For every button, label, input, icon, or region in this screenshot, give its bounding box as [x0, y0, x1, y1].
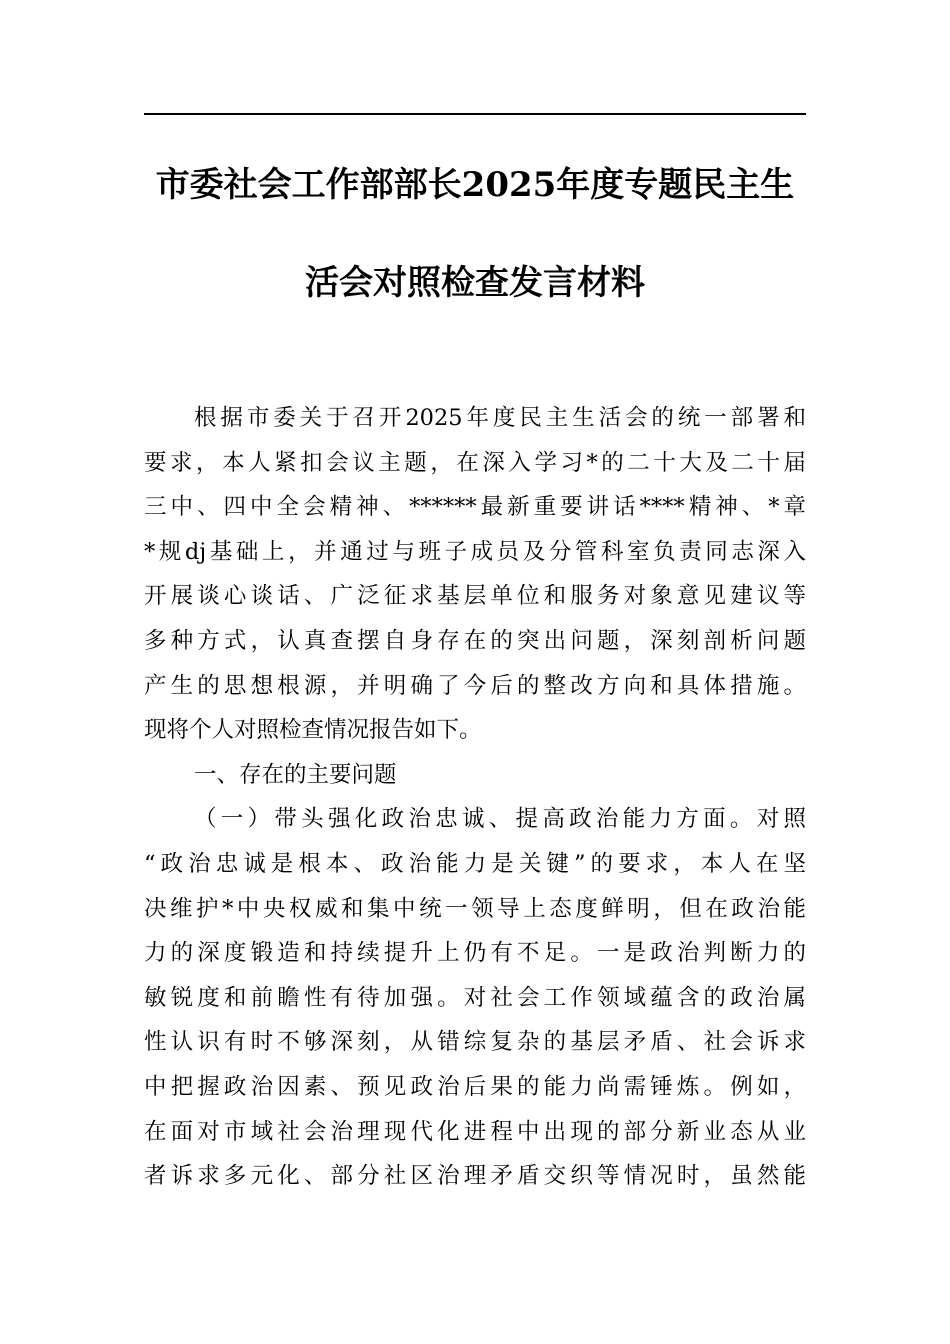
subsection-line: 敏锐度和前瞻性有待加强。对社会工作领域蕴含的政治属 [144, 984, 806, 1011]
subsection-line: 者诉求多元化、部分社区治理矛盾交织等情况时，虽然能 [144, 1163, 806, 1190]
intro-line: *规dj基础上，并通过与班子成员及分管科室负责同志深入 [144, 538, 806, 565]
intro-line: 产生的思想根源，并明确了今后的整改方向和具体措施。 [144, 672, 806, 699]
subsection-line: 决维护*中央权威和集中统一领导上态度鲜明，但在政治能 [144, 895, 806, 922]
intro-line: 现将个人对照检查情况报告如下。 [144, 717, 482, 744]
intro-line: 要求，本人紧扣会议主题，在深入学习*的二十大及二十届 [144, 449, 806, 476]
subsection-line: 力的深度锻造和持续提升上仍有不足。一是政治判断力的 [144, 940, 806, 967]
header-rule [144, 113, 806, 115]
subsection-line: （一）带头强化政治忠诚、提高政治能力方面。对照 [194, 806, 806, 833]
subsection-line: 中把握政治因素、预见政治后果的能力尚需锤炼。例如， [144, 1073, 806, 1100]
subsection-line: 在面对市域社会治理现代化进程中出现的部分新业态从业 [144, 1118, 806, 1145]
intro-line: 根据市委关于召开2025年度民主生活会的统一部署和 [194, 405, 806, 431]
subsection-line: “政治忠诚是根本、政治能力是关键”的要求，本人在坚 [144, 850, 806, 877]
intro-line: 开展谈心谈话、广泛征求基层单位和服务对象意见建议等 [144, 583, 806, 610]
document-body [144, 396, 806, 1199]
title-line: 市委社会工作部部长2025年度专题民主生 [155, 165, 795, 205]
section-heading: 一、存在的主要问题 [194, 761, 397, 788]
title-line: 活会对照检查发言材料 [305, 263, 645, 303]
document-title [144, 165, 806, 361]
intro-line: 多种方式，认真查摆自身存在的突出问题，深刻剖析问题 [144, 627, 806, 654]
subsection-line: 性认识有时不够深刻，从错综复杂的基层矛盾、社会诉求 [144, 1029, 806, 1056]
intro-line: 三中、四中全会精神、******最新重要讲话****精神、*章 [144, 494, 806, 521]
